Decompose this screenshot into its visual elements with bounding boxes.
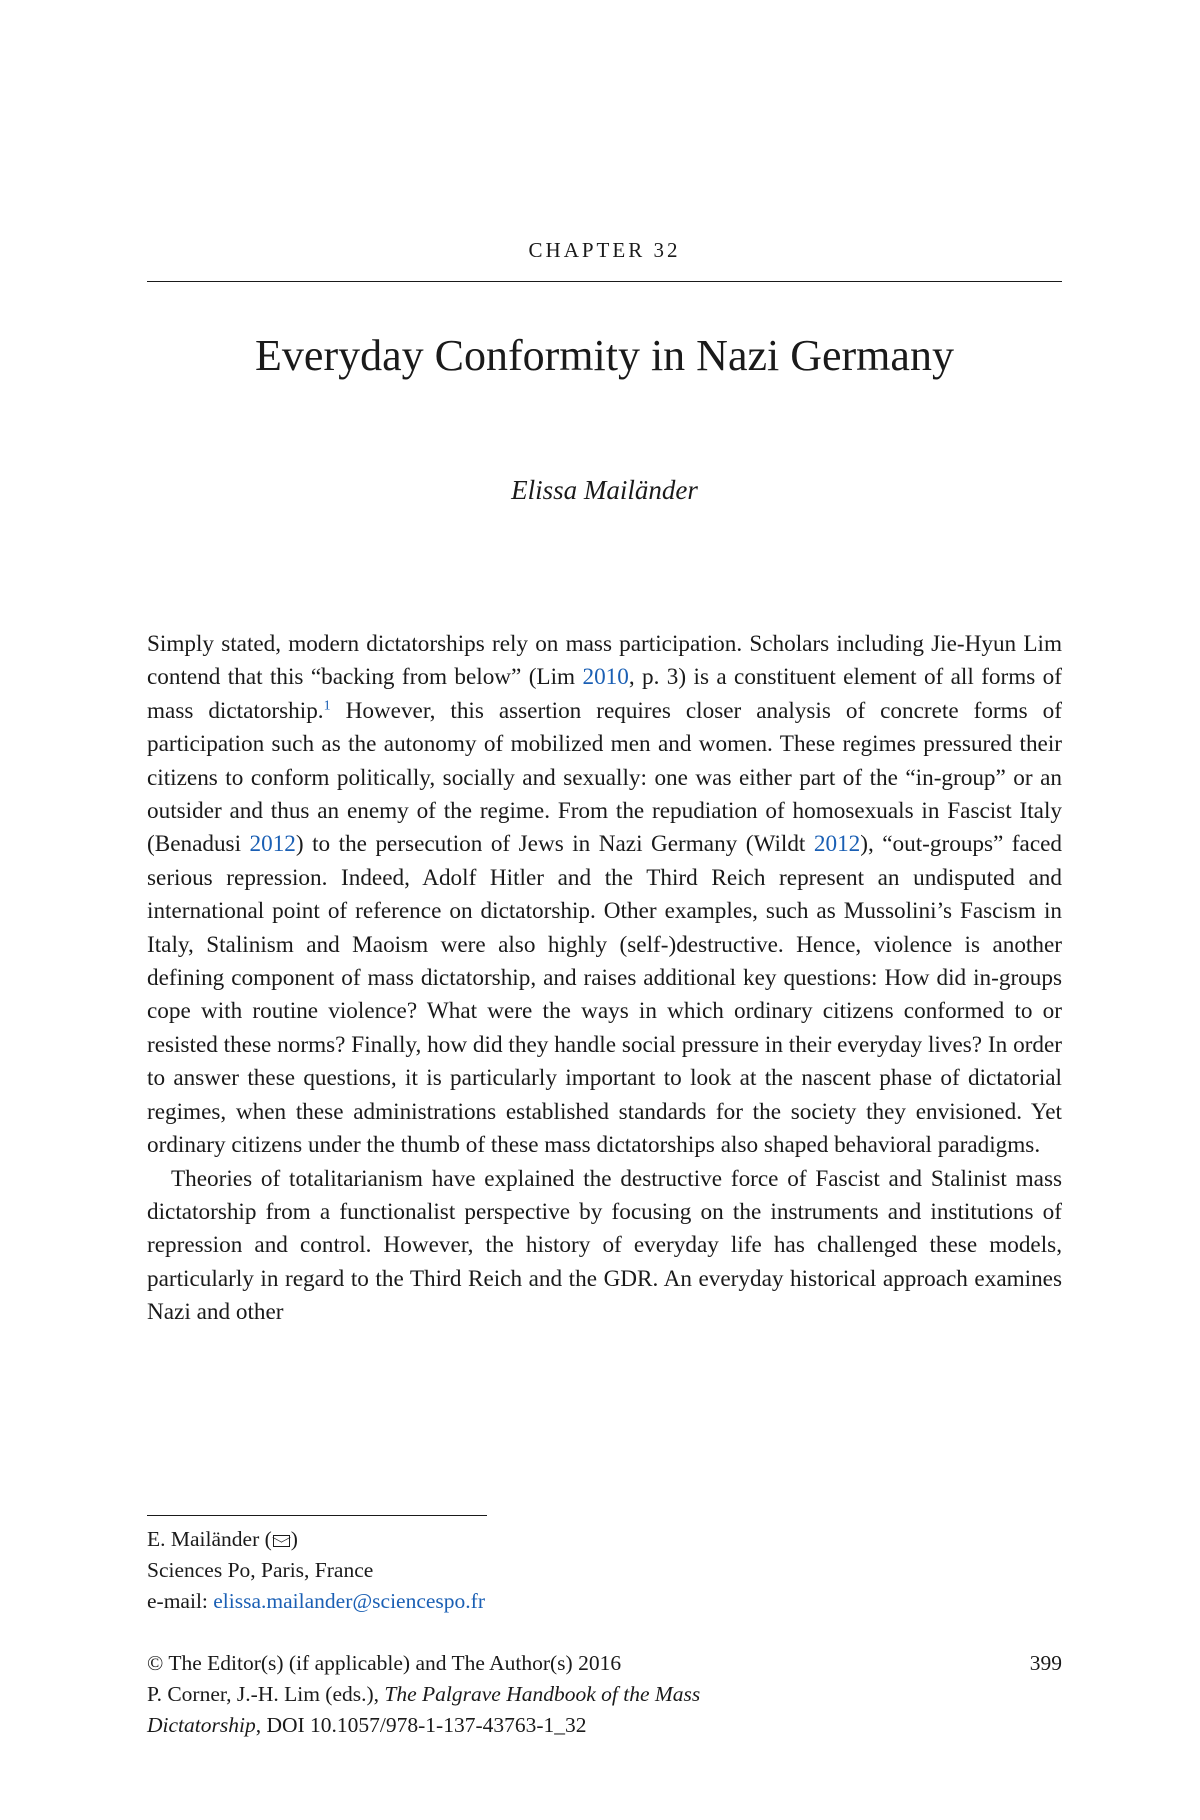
footnote-ref-1[interactable]: 1 bbox=[323, 698, 331, 714]
chapter-label: CHAPTER 32 bbox=[528, 238, 681, 262]
citation-wildt-2012[interactable]: 2012 bbox=[813, 831, 861, 858]
affiliation-name-line: E. Mailänder ( ) bbox=[147, 1527, 298, 1551]
body-text bbox=[147, 628, 1062, 1330]
paragraph-1: Simply stated, modern dictatorships rely on mass participation. Scholars including Jie-Hyun Lim contend that this “backing from below” (Lim 2010, p. 3) is a constituent element of all forms of mass dictatorship.$^1$ However, this assertion requires closer analysis of concrete forms of participation such as the autonomy of mobilized men and women. These regimes pressured their citizens to conform politically, socially and sexually: one was either part of the “in-group” or an outsider and thus an enemy of the regime. From the repudiation of homosexuals in Fascist Italy (Benadusi 2012) to the persecution of Jews in Nazi Germany (Wildt 2012), “out-groups” faced serious repression. Indeed, Adolf Hitler and the Third Reich represent an undisputed and international point of reference on dictatorship. Other examples, such as Mussolini’s Fascism in Italy, Stalinism and Maoism were also highly (self-)destructive. Hence, violence is another defining component of mass dictatorship, and raises additional key questions: How did in-groups cope with routine violence? What were the ways in which ordinary citizens conformed to or resisted these norms? Finally, how did they handle social pressure in their everyday lives? In order to answer these questions, it is particularly important to look at the nascent phase of dictatorial regimes, when these administrations established standards for the society they envisioned. Yet ordinary citizens under the thumb of these mass dictatorships also shaped behavioral paradigms. bbox=[147, 631, 1062, 1159]
affiliation-email-line: e-mail: elissa.mailander@sciencespo.fr bbox=[147, 1589, 485, 1613]
author-name: Elissa Mailänder bbox=[511, 475, 698, 505]
footnote-rule bbox=[147, 1515, 487, 1516]
page-number: 399 bbox=[1029, 1651, 1062, 1675]
citation-line-2: Dictatorship, DOI 10.1057/978-1-137-43763-1_32 bbox=[147, 1713, 587, 1737]
chapter-title: Everyday Conformity in Nazi Germany bbox=[255, 331, 954, 380]
paragraph-2: Theories of totalitarianism have explained the destructive force of Fascist and Stalinist mass dictatorship from a functionalist perspective by focusing on the instruments and institutions of repression and control. However, the history of everyday life has challenged these models, particularly in regard to the Third Reich and the GDR. An everyday historical approach examines Nazi and other bbox=[147, 1165, 1062, 1326]
copyright-block bbox=[147, 1648, 1062, 1741]
copyright-line: © The Editor(s) (if applicable) and The Author(s) 2016 bbox=[147, 1651, 622, 1675]
chapter-rule bbox=[147, 281, 1062, 282]
citation-lim-2010[interactable]: 2010 bbox=[582, 664, 629, 691]
author-affiliation bbox=[147, 1524, 1062, 1617]
affiliation-institution: Sciences Po, Paris, France bbox=[147, 1558, 374, 1582]
author-email-link[interactable]: elissa.mailander@sciencespo.fr bbox=[213, 1589, 485, 1613]
citation-line-1: P. Corner, J.-H. Lim (eds.), The Palgrave Handbook of the Mass bbox=[147, 1682, 701, 1706]
envelope-icon bbox=[273, 1535, 290, 1547]
citation-benadusi-2012[interactable]: 2012 bbox=[249, 831, 296, 858]
